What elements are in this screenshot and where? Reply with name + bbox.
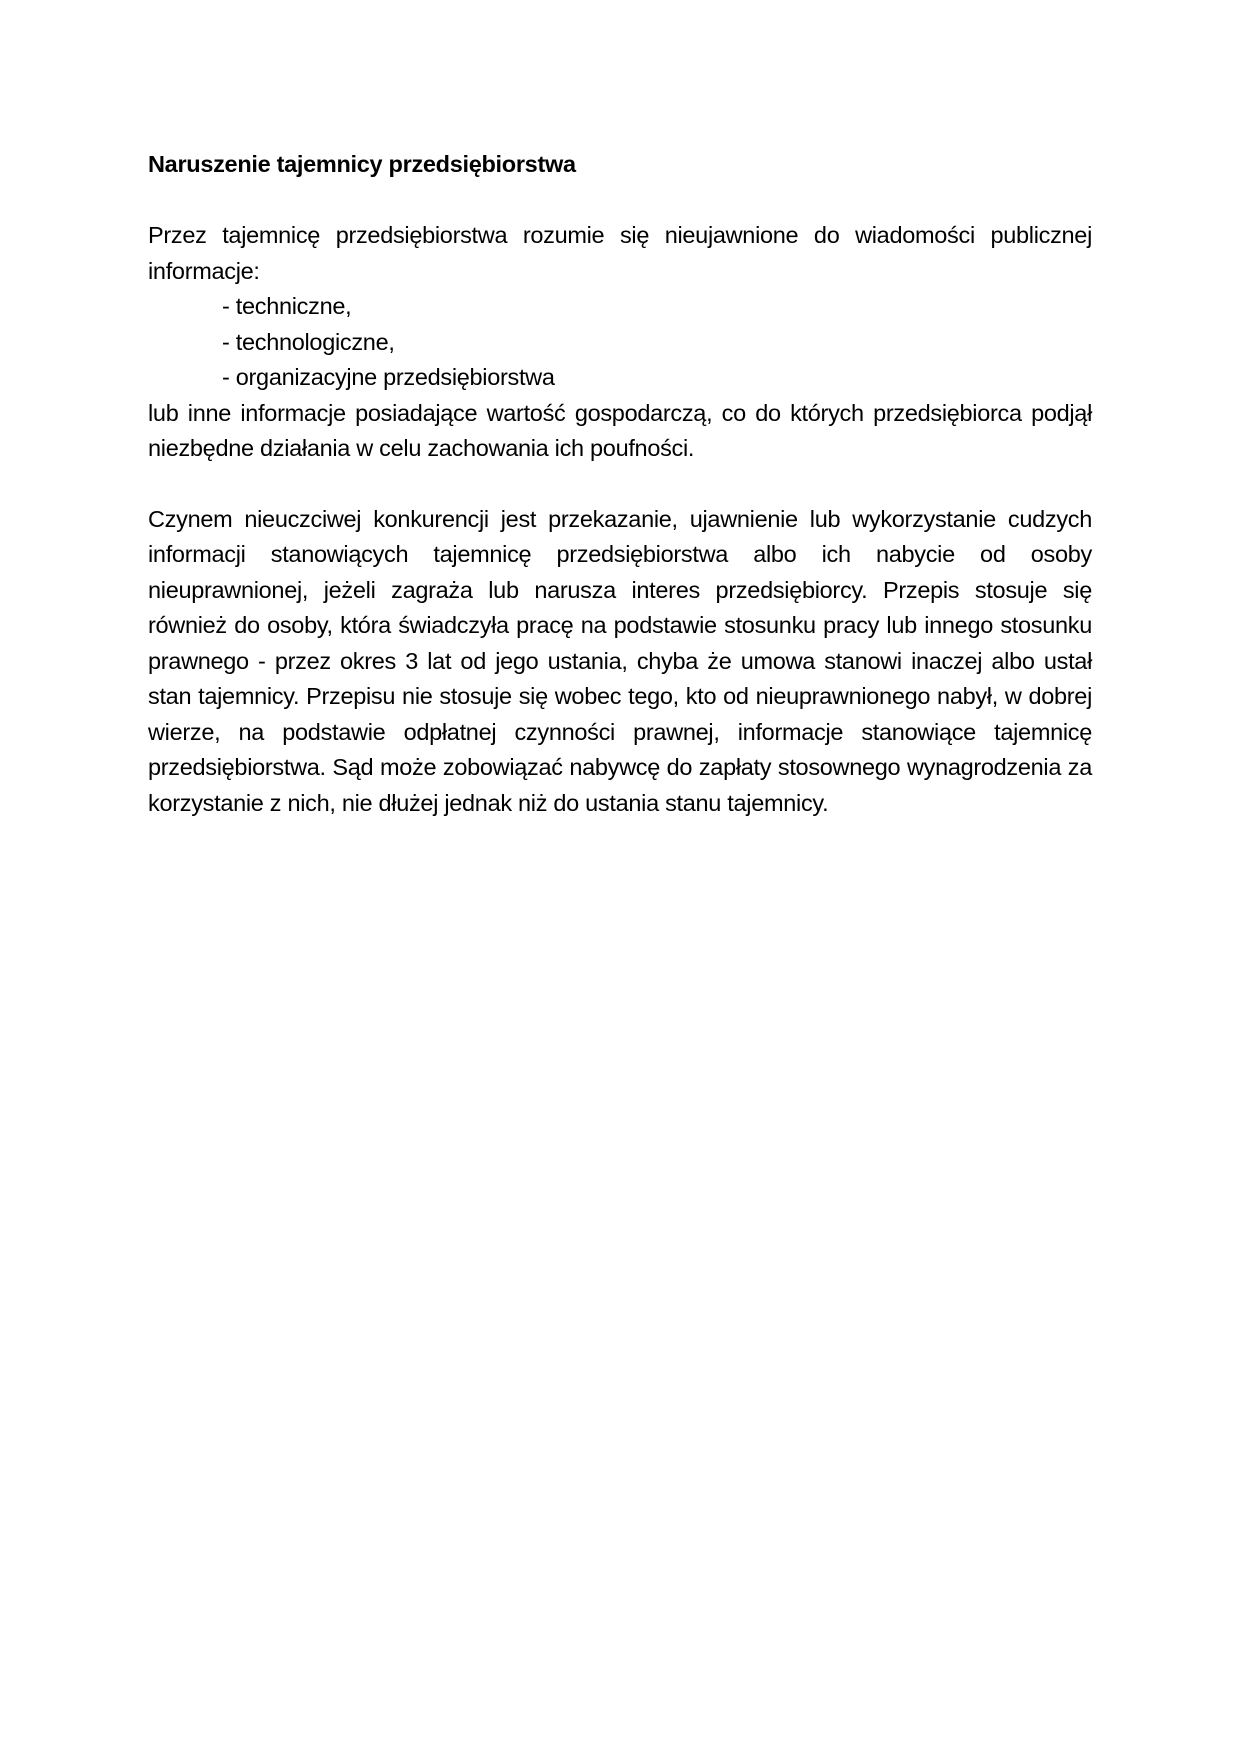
paragraph-spacer xyxy=(148,467,1092,502)
document-title: Naruszenie tajemnicy przedsiębiorstwa xyxy=(148,151,576,177)
list-item: - technologiczne, xyxy=(222,328,395,355)
document-body xyxy=(148,146,1092,821)
list-item: - techniczne, xyxy=(222,293,352,319)
intro-continuation: lub inne informacje posiadające wartość gospodarczą, co do których przedsiębiorca podjął niezbędne działania w celu zachowania ich poufności. xyxy=(148,399,1092,461)
intro-paragraph: Przez tajemnicę przedsiębiorstwa rozumie się nieujawnione do wiadomości publicznej informacje: xyxy=(148,222,1092,284)
info-type-list xyxy=(148,289,1092,396)
main-paragraph: Czynem nieuczciwej konkurencji jest przekazanie, ujawnienie lub wykorzystanie cudzych informacji stanowiących tajemnicę przedsiębiorstwa albo ich nabycie od osoby nieuprawnionej, jeżeli zagraża lub narusza interes przedsiębiorcy. Przepis stosuje się również do osoby, która świadczyła pracę na podstawie stosunku pracy lub innego stosunku prawnego - przez okres 3 lat od jego ustania, chyba że umowa stanowi inaczej albo ustał stan tajemnicy. Przepisu nie stosuje się wobec tego, kto od nieuprawnionego nabył, w dobrej wierze, na podstawie odpłatnej czynności prawnej, informacje stanowiące tajemnicę przedsiębiorstwa. Sąd może zobowiązać nabywcę do zapłaty stosownego wynagrodzenia za korzystanie z nich, nie dłużej jednak niż do ustania stanu tajemnicy. xyxy=(148,505,1092,816)
list-item: - organizacyjne przedsiębiorstwa xyxy=(222,364,555,390)
